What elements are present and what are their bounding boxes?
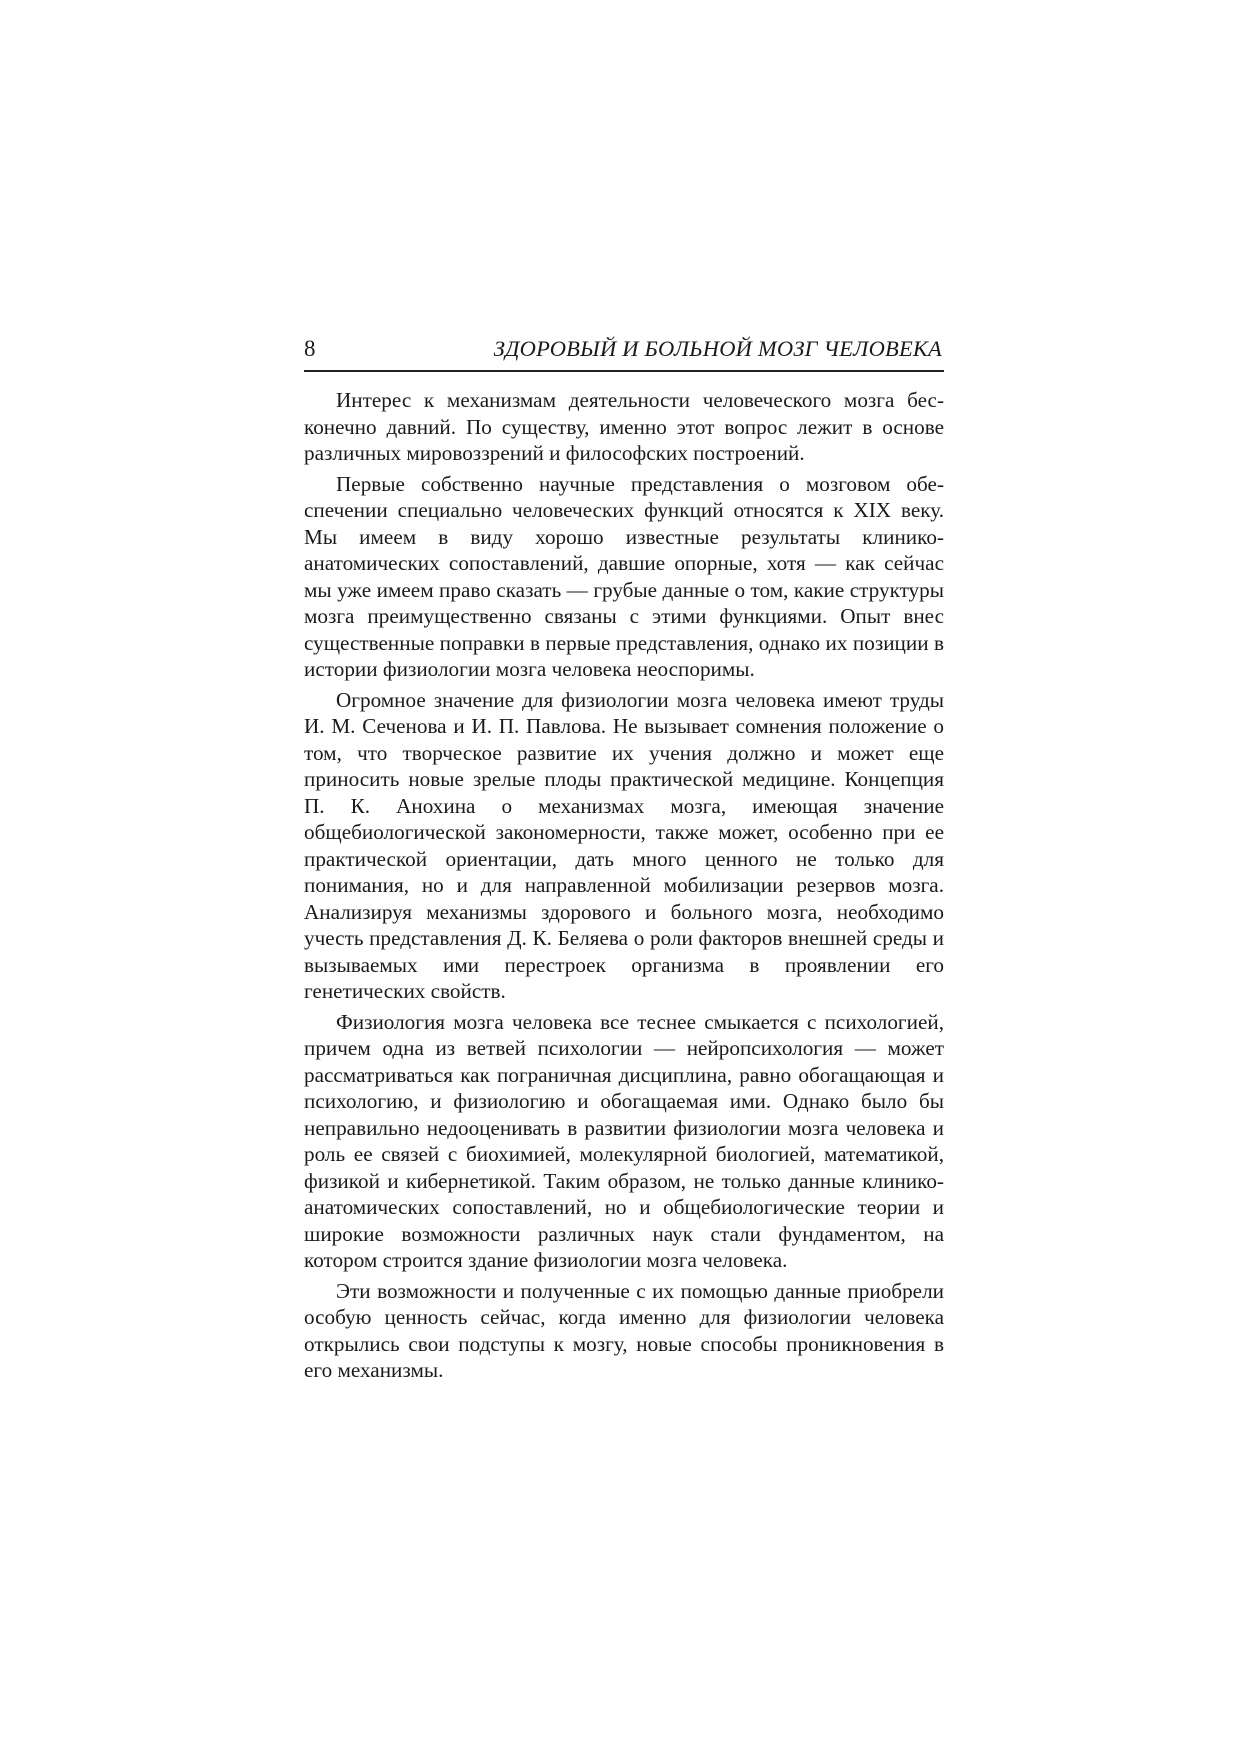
page-header: [304, 334, 944, 372]
paragraph-1: Интерес к механизмам деятельности человеческого мозга бесконечно давний. По существу, именно этот вопрос лежит в основе различных мировоззрений и философских построений.: [304, 388, 944, 465]
page-number: 8: [304, 336, 316, 361]
paragraph-3: Огромное значение для физиологии мозга человека имеют труды И. М. Сеченова и И. П. Павлова. Не вызывает сомнения положение о том, что творческое развитие их учения должно и может еще приносить новые зрелые плоды практической медицине. Концепция П. К. Анохина о механизмах мозга, имеющая значение общебиологической закономерности, также может, особенно при ее практической ориентации, дать много ценного не только для понимания, но и для направленной мобилизации резервов мозга. Анализируя механизмы здорового и больного мозга, необходимо учесть представления Д. К. Беляева о роли факторов внешней среды и вызываемых ими перестроек организма в проявлении его генетических свойств.: [304, 687, 944, 1003]
running-title: ЗДОРОВЫЙ И БОЛЬНОЙ МОЗГ ЧЕЛОВЕКА: [493, 336, 942, 361]
paragraph-4: Физиология мозга человека все теснее смыкается с психологией, причем одна из ветвей психологии — нейропсихология — может рассматриваться как пограничная дисциплина, равно обогащающая и психологию, и физиологию и обогащаемая ими. Однако было бы неправильно недооценивать в развитии физиологии мозга человека и роль ее связей с биохимией, молекулярной биологией, математикой, физикой и кибернетикой. Таким образом, не только данные клинико-анатомических сопоставлений, но и общебиологические теории и широкие возможности различных наук стали фундаментом, на котором строится здание физиологии мозга человека.: [304, 1009, 944, 1272]
body-text: [304, 387, 944, 1384]
paragraph-5: Эти возможности и полученные с их помощью данные приобрели особую ценность сейчас, когда именно для физиологии человека открылись свои подступы к мозгу, новые способы проникновения в его механизмы.: [304, 1278, 944, 1382]
paragraph-2: Первые собственно научные представления о мозговом обеспечении специально человеческих функций относятся к XIX веку. Мы имеем в виду хорошо известные результаты клинико-анатомических сопоставлений, давшие опорные, хотя — как сейчас мы уже имеем право сказать — грубые данные о том, какие структуры мозга преимущественно связаны с этими функциями. Опыт внес существенные поправки в первые представления, однако их позиции в истории физиологии мозга человека неоспоримы.: [304, 471, 944, 681]
